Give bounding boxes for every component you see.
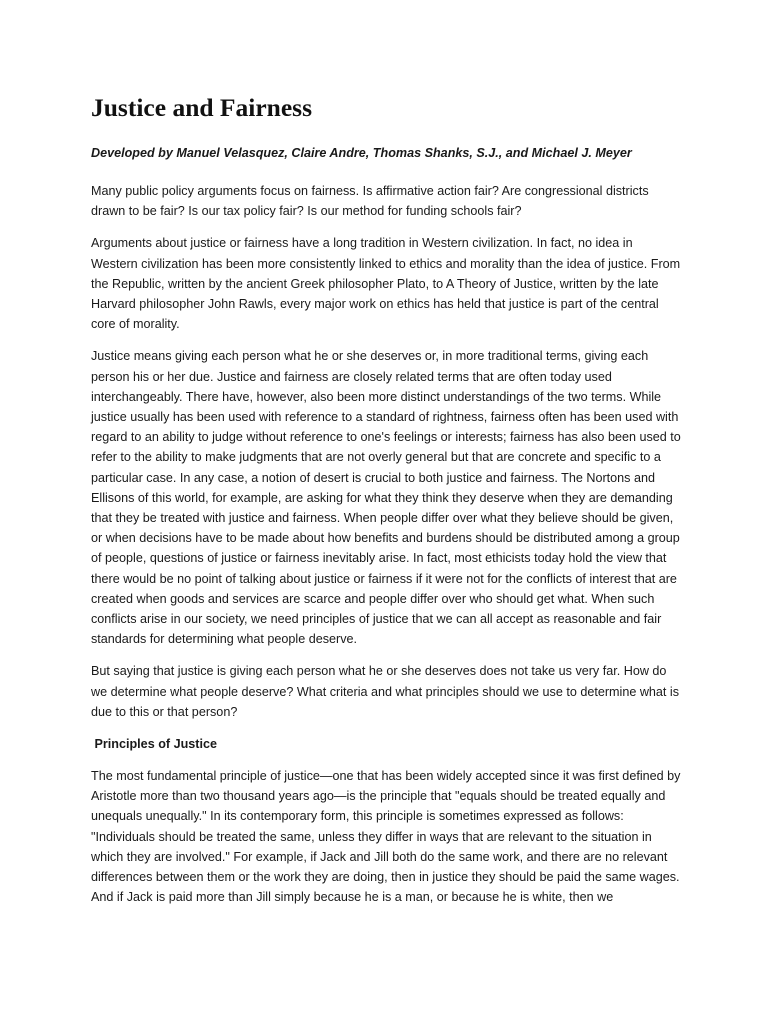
paragraph-fundamental-principle: The most fundamental principle of justice—one that has been widely accepted since it was first defined by Aristotle more than two thousand years ago—is the principle that "equals should be treated equally and unequals unequally." In its contemporary form, this principle is sometimes expressed as follows: "Individuals should be treated the same, unless they differ in ways that are relevant to the situation in which they are involved." For example, if Jack and Jill both do the same work, and there are no relevant differences between them or the work they are doing, then in justice they should be paid the same wages. And if Jack is paid more than Jill simply because he is a man, or because he is white, then we bbox=[91, 769, 681, 905]
paragraph-justice-meaning: Justice means giving each person what he or she deserves or, in more traditional terms, giving each person his or her due. Justice and fairness are closely related terms that are often today used interchangeably. There have, however, also been more distinct understandings of the two terms. While justice usually has been used with reference to a standard of rightness, fairness often has been used with regard to an ability to judge without reference to one's feelings or interests; fairness has also been used to refer to the ability to make judgments that are not overly general but that are concrete and specific to a particular case. In any case, a notion of desert is crucial to both justice and fairness. The Nortons and Ellisons of this world, for example, are asking for what they think they deserve when they are demanding that they be treated with justice and fairness. When people differ over what they believe should be given, or when decisions have to be made about how benefits and burdens should be distributed among a group of people, questions of justice or fairness inevitably arise. In fact, most ethicists today hold the view that there would be no point of talking about justice or fairness if it were not for the conflicts of interest that are created when goods and services are scarce and people differ over who should get what. When such conflicts arise in our society, we need principles of justice that we can all accept as reasonable and fair standards for determining what people deserve. bbox=[91, 349, 681, 647]
paragraph-intro: Many public policy arguments focus on fairness. Is affirmative action fair? Are congressional districts drawn to be fair? Is our tax policy fair? Is our method for funding schools fair? bbox=[91, 184, 649, 219]
paragraph-tradition: Arguments about justice or fairness have a long tradition in Western civilization. In fact, no idea in Western civilization has been more consistently linked to ethics and morality than the idea of justice. From the Republic, written by the ancient Greek philosopher Plato, to A Theory of Justice, written by the late Harvard philosopher John Rawls, every major work on ethics has held that justice is part of the central core of morality. bbox=[91, 236, 681, 332]
document-page bbox=[91, 92, 681, 920]
document-title: Justice and Fairness bbox=[91, 93, 313, 122]
paragraph-determining-desert: But saying that justice is giving each person what he or she deserves does not take us very far. How do we determine what people deserve? What criteria and what principles should we use to determine what is due to this or that person? bbox=[91, 664, 680, 719]
section-heading-principles: Principles of Justice bbox=[91, 737, 217, 752]
author-credits: Developed by Manuel Velasquez, Claire Andre, Thomas Shanks, S.J., and Michael J. Meyer bbox=[91, 146, 632, 160]
